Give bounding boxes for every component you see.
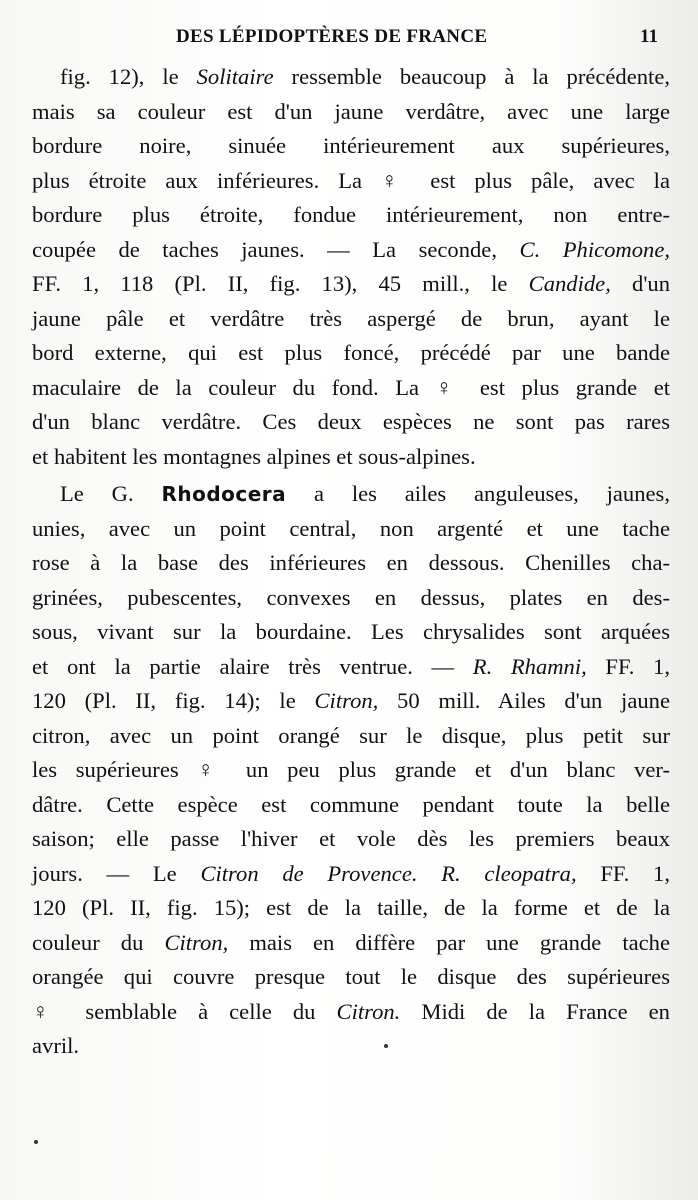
italic-name: Candide, — [528, 271, 611, 296]
text-line: bord externe, qui est plus foncé, précédé par une bande — [32, 340, 670, 365]
text-line: unies, avec un point central, non argenté et une tache — [32, 515, 670, 541]
text-line: bordure noire, sinuée intérieurement aux supérieures, — [32, 133, 670, 158]
text-line: FF. 1, 118 (Pl. II, fig. 13), 45 mill., le Candide, d'un — [32, 271, 670, 296]
text-line: et ont la partie alaire très ventrue. — R. Rhamni, FF. 1, — [32, 653, 670, 679]
text-line: les supérieures ♀ un peu plus grande et d'un blanc ver- — [32, 757, 670, 782]
italic-name: C. Phicomone, — [519, 236, 671, 262]
text-line: plus étroite aux inférieures. La ♀ est plus pâle, avec la — [32, 167, 670, 193]
text-line: jours. — Le Citron de Provence. R. cleopatra, FF. 1, — [32, 860, 671, 886]
text-line: dâtre. Cette espèce est commune pendant toute la belle — [32, 791, 670, 817]
text-line: Le G. Rhodocera a les ailes anguleuses, jaunes, — [60, 481, 670, 506]
text-line: couleur du Citron, mais en diffère par une grande tache — [32, 929, 670, 955]
italic-name: Citron, — [164, 929, 229, 955]
text-line: avril. — [32, 1033, 80, 1058]
text-line: coupée de taches jaunes. — La seconde, C. Phicomone, — [32, 236, 671, 262]
text-line: et habitent les montagnes alpines et sous-alpines. — [32, 443, 476, 469]
text-line: grinées, pubescentes, convexes en dessus, plates en des- — [32, 584, 670, 610]
text-line: sous, vivant sur la bourdaine. Les chrysalides sont arquées — [32, 619, 670, 644]
italic-name: Solitaire — [196, 64, 274, 89]
text-line: orangée qui couvre presque tout le disque des supérieures — [32, 964, 670, 989]
text-line: ♀ semblable à celle du Citron. Midi de la France en — [32, 998, 670, 1024]
genus-name: Rhodocera — [161, 482, 287, 506]
text-line: d'un blanc verdâtre. Ces deux espèces ne sont pas rares — [32, 409, 670, 434]
italic-name: Citron, — [314, 688, 379, 713]
text-line: rose à la base des inférieures en dessous. Chenilles cha- — [32, 550, 670, 575]
text-line: fig. 12), le Solitaire ressemble beaucoup à la précédente, — [60, 64, 671, 89]
text-line: saison; elle passe l'hiver et vole dès les premiers beaux — [32, 826, 670, 851]
text-line: bordure plus étroite, fondue intérieurement, non entre- — [32, 202, 670, 227]
text-line: citron, avec un point orangé sur le disque, plus petit sur — [32, 722, 670, 748]
ink-speck — [384, 1044, 388, 1048]
italic-name: R. Rhamni, — [472, 653, 587, 679]
text-line: 120 (Pl. II, fig. 14); le Citron, 50 mill. Ailes d'un jaune — [32, 688, 670, 713]
text-line: 120 (Pl. II, fig. 15); est de la taille, de la forme et de la — [32, 895, 670, 920]
text-line: mais sa couleur est d'un jaune verdâtre, avec une large — [32, 98, 670, 124]
text-line: maculaire de la couleur du fond. La ♀ est plus grande et — [32, 374, 670, 400]
ink-speck — [34, 1140, 38, 1144]
body-text — [32, 60, 670, 1064]
text-line: jaune pâle et verdâtre très aspergé de brun, ayant le — [32, 305, 670, 331]
italic-name: Citron de Provence. R. cleopatra, — [200, 860, 577, 886]
italic-name: Citron. — [336, 998, 401, 1024]
paragraph-1 — [32, 60, 670, 474]
paragraph-2 — [32, 477, 670, 1064]
page-number: 11 — [640, 26, 658, 47]
running-title: DES LÉPIDOPTÈRES DE FRANCE — [176, 26, 488, 47]
running-head — [0, 26, 698, 52]
